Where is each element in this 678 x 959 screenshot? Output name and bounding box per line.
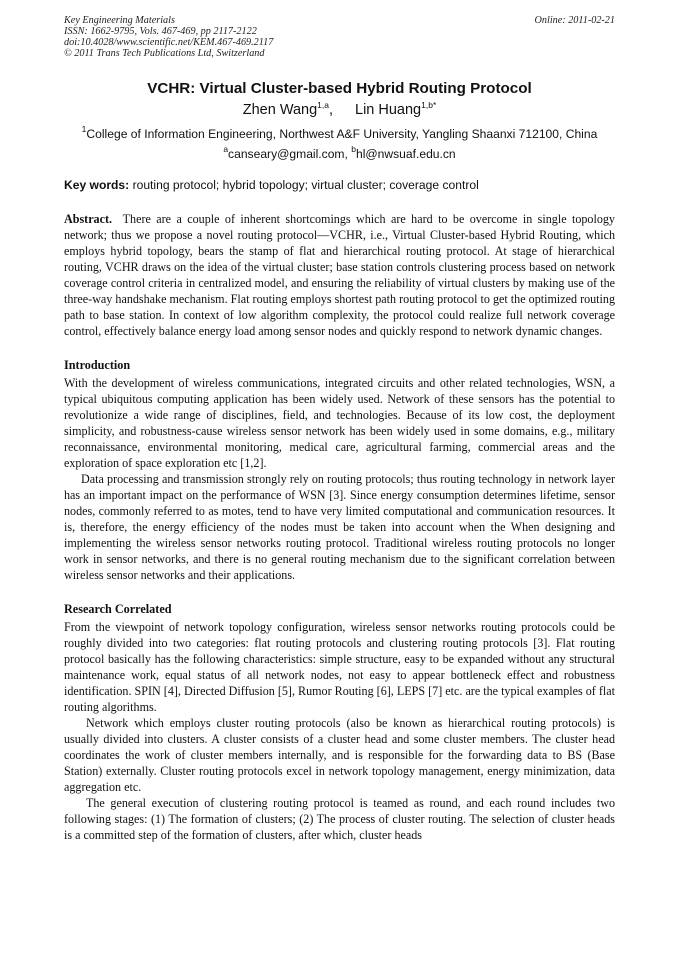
paragraph: The general execution of clustering routing protocol is teamed as round, and each round includes two following stages: (1) The formation of clusters; (2) The process of cluster routing. The selection of cluster heads is a committed step of the formation of clusters, after which, cluster heads bbox=[64, 796, 615, 842]
journal-header bbox=[64, 15, 615, 59]
abstract-label: Abstract. bbox=[64, 212, 113, 226]
abstract bbox=[64, 211, 615, 339]
author-name: Lin Huang bbox=[355, 102, 422, 118]
paragraph: With the development of wireless communications, integrated circuits and other related technologies, WSN, a typical ubiquitous computing application has been widely used. Network of these sensors has the potential to revolutionize a wide range of disciplines, field, and technologies. Because of its low cost, the deployment simplicity, and robustness-cause wireless sensor network has been widely used in some domains, e.g., military reconnaissance, environmental monitoring, medical care, agricultural farming, commercial areas and the exploration of space exploration etc [1,2]. bbox=[64, 376, 615, 470]
paper-page bbox=[64, 15, 615, 843]
affiliation-text: College of Information Engineering, Northwest A&F University, Yangling Shaanxi 712100, China bbox=[86, 127, 598, 141]
abstract-text: There are a couple of inherent shortcomings which are hard to be overcome in single topology network; thus we propose a novel routing protocol—VCHR, i.e., Virtual Cluster-based Hybrid Routing, which employs hybrid topology, bears the stamp of flat and hierarchical routing protocol. At stage of hierarchical routing, VCHR draws on the idea of the virtual cluster; base station controls clustering process based on network coverage control criteria in centralized model, and ensuring the reliability of virtual clusters by making use of the three-way handshake mechanism. Flat routing employs shortest path routing protocol to get the optimized routing path to base station. In context of low algorithm complexity, the protocol could realize full network coverage control, effectively balance energy load among sensor nodes and quickly respond to network dynamic changes. bbox=[64, 212, 615, 338]
email-superscript: b bbox=[351, 144, 356, 154]
email-superscript: a bbox=[223, 144, 229, 154]
author-name: Zhen Wang bbox=[242, 102, 318, 118]
author-superscript: 1,a bbox=[317, 100, 329, 110]
paper-title: VCHR: Virtual Cluster-based Hybrid Routing Protocol bbox=[147, 80, 532, 97]
affiliation-superscript: 1 bbox=[81, 124, 87, 134]
email-address[interactable]: hl@nwsuaf.edu.cn bbox=[355, 147, 456, 161]
journal-name: Key Engineering Materials bbox=[64, 15, 175, 26]
email-address[interactable]: canseary@gmail.com bbox=[228, 147, 345, 161]
paragraph: From the viewpoint of network topology configuration, wireless sensor networks routing protocols could be roughly divided into two categories: flat routing protocols and clustering routing protocols [3]. Flat routing protocol basically has the following characteristics: simple structure, easy to be expanded without any structural maintenance work, equal status of all network nodes, not easy to appear bottleneck effect and robustness identification. SPIN [4], Directed Diffusion [5], Rumor Routing [6], LEPS [7] etc. are the typical examples of flat routing algorithms. bbox=[64, 620, 615, 714]
doi-line: doi:10.4028/www.scientific.net/KEM.467-469.2117 bbox=[64, 37, 274, 48]
author-list bbox=[64, 101, 615, 120]
section-heading-research: Research Correlated bbox=[64, 602, 172, 616]
section-heading-introduction: Introduction bbox=[64, 358, 131, 372]
paragraph: Data processing and transmission strongly rely on routing protocols; thus routing technology in network layer has an important impact on the performance of WSN [3]. Since energy consumption determines lifetime, sensor nodes, commonly referred to as motes, tend to have very limited computational and communication resources. It is, therefore, the energy efficiency of the nodes must be taken into account when the When designing and implementing the wireless sensor networks routing protocol. Traditional wireless routing protocols no longer work in sensor networks, and there is no general routing mechanism due to the significant correlation between wireless sensor networks and their applications. bbox=[64, 472, 615, 582]
affiliation bbox=[64, 126, 615, 142]
author-separator: , bbox=[328, 102, 334, 118]
copyright-line: © 2011 Trans Tech Publications Ltd, Switzerland bbox=[64, 48, 265, 59]
issn-line: ISSN: 1662-9795, Vols. 467-469, pp 2117-2122 bbox=[64, 26, 257, 37]
keywords bbox=[64, 177, 615, 193]
email-list bbox=[64, 146, 615, 162]
online-date: Online: 2011-02-21 bbox=[534, 15, 615, 26]
keywords-label: Key words: bbox=[64, 178, 130, 192]
author-superscript: 1,b* bbox=[421, 100, 437, 110]
paragraph: Network which employs cluster routing protocols (also be known as hierarchical routing protocols) is usually divided into clusters. A cluster consists of a cluster head and some cluster members. The cluster head coordinates the work of cluster members internally, and is responsible for the forwarding data to BS (Base Station) externally. Cluster routing protocols excel in network topology management, energy minimization, data aggregation etc. bbox=[64, 716, 615, 794]
keywords-text: routing protocol; hybrid topology; virtual cluster; coverage control bbox=[132, 178, 479, 192]
email-separator: , bbox=[344, 147, 352, 161]
